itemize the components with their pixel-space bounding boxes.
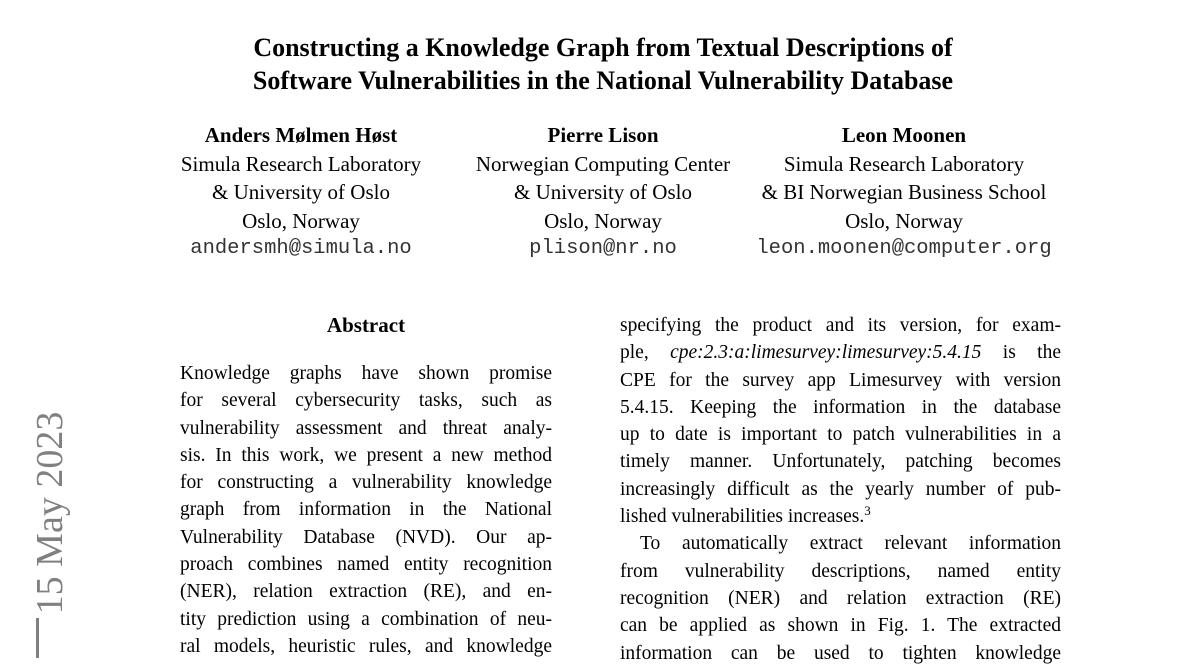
title-line-2: Software Vulnerabilities in the National Vulnerability Database [252, 66, 954, 95]
body-line [620, 339, 1061, 366]
body-text: is the [981, 342, 1061, 364]
author-affiliation: & BI Norwegian Business School [761, 180, 1047, 204]
body-line: increasingly difficult as the yearly number of pub- [620, 478, 1061, 500]
cpe-example: cpe:2.3:a:limesurvey:limesurvey:5.4.15 [670, 342, 982, 364]
abstract-line: ral models, heuristic rules, and knowledge [180, 635, 552, 657]
author-affiliation: Simula Research Laboratory [783, 151, 1025, 176]
body-line: timely manner. Unfortunately, patching becomes [620, 451, 1061, 473]
abstract-line: graph from information in the National [180, 499, 552, 521]
title-line-1: Constructing a Knowledge Graph from Textual Descriptions of [253, 33, 953, 62]
author-block-2 [476, 121, 730, 264]
body-line: up to date is important to patch vulnerabilities in a [620, 424, 1061, 446]
abstract-body [180, 360, 552, 660]
author-name: Pierre Lison [547, 123, 659, 147]
abstract-line: proach combines named entity recognition [180, 554, 552, 576]
body-text: ple, [620, 342, 671, 364]
author-location: Oslo, Norway [544, 208, 662, 233]
author-affiliation: Simula Research Laboratory [180, 151, 422, 176]
body-line: specifying the product and its version, for exam- [620, 315, 1061, 336]
abstract-line: for several cybersecurity tasks, such as [180, 390, 552, 412]
abstract-line: for constructing a vulnerability knowledge [180, 472, 552, 494]
author-affiliation: & University of Oslo [514, 180, 692, 204]
body-line: To automatically extract relevant information [640, 533, 1061, 555]
author-location: Oslo, Norway [845, 208, 963, 233]
body-line: 5.4.15. Keeping the information in the database [620, 396, 1061, 418]
author-block-3 [756, 121, 1051, 264]
abstract-line: vulnerability assessment and threat analy- [180, 417, 552, 439]
abstract-line: (NER), relation extraction (RE), and en- [180, 581, 552, 603]
author-email[interactable]: plison@nr.no [529, 237, 677, 260]
body-line: CPE for the survey app Limesurvey with version [620, 369, 1061, 391]
abstract-heading: Abstract [326, 313, 406, 337]
author-location: Oslo, Norway [242, 208, 360, 233]
body-line: can be applied as shown in Fig. 1. The extracted [620, 615, 1061, 637]
abstract-line: tity prediction using a combination of neu- [180, 608, 552, 630]
author-block-1 [181, 121, 421, 264]
body-text-column [620, 312, 1061, 667]
author-name: Leon Moonen [841, 123, 967, 147]
author-name: Anders Mølmen Høst [204, 123, 398, 147]
abstract-line: sis. In this work, we present a new method [180, 444, 552, 466]
abstract-line: Vulnerability Database (NVD). Our ap- [180, 526, 552, 548]
author-affiliation: Norwegian Computing Center [475, 151, 731, 176]
body-text: lished vulnerabilities increases. [620, 506, 865, 528]
footnote-marker[interactable]: 3 [864, 503, 871, 519]
paper-title [0, 31, 1200, 97]
abstract-line: Knowledge graphs have shown promise [180, 363, 552, 384]
author-email[interactable]: leon.moonen@computer.org [756, 237, 1052, 260]
arxiv-stamp-bar [36, 618, 39, 658]
body-line: information can be used to tighten knowledge [620, 642, 1061, 664]
body-line [620, 503, 1061, 530]
body-line: recognition (NER) and relation extraction (RE) [620, 587, 1061, 609]
arxiv-date-stamp: 15 May 2023 [29, 411, 71, 615]
author-affiliation: & University of Oslo [212, 180, 390, 204]
body-line: from vulnerability descriptions, named entity [620, 560, 1061, 582]
author-email[interactable]: andersmh@simula.no [190, 237, 412, 260]
